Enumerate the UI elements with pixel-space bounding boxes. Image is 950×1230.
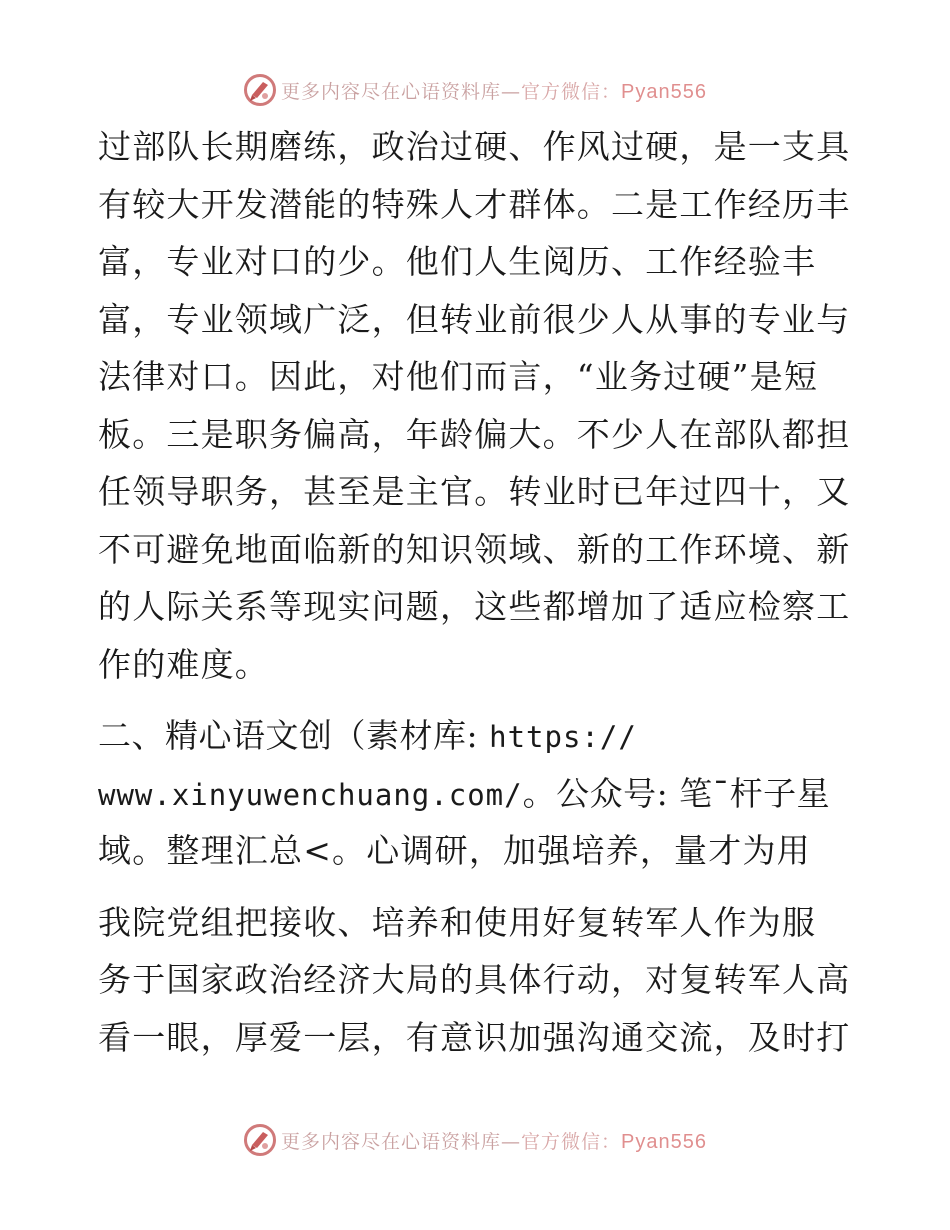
paragraph-spacer xyxy=(98,880,858,894)
text-line: 作的难度。 xyxy=(98,644,269,684)
watermark-main: 更多内容尽在心语资料库 xyxy=(281,1130,502,1153)
text-line: 富，专业对口的少。他们人生阅历、工作经验丰 xyxy=(98,242,817,281)
document-body xyxy=(98,118,858,1066)
watermark-wechat-label: 官方微信： xyxy=(521,1130,622,1153)
url-fragment: https:// xyxy=(489,720,637,754)
heading-line: 域。整理汇总<。心调研，加强培养，量才为用 xyxy=(98,831,811,870)
watermark-wechat-label: 官方微信： xyxy=(521,80,622,103)
paragraph-3 xyxy=(98,894,858,1067)
heading-text: 二、精心语文创（素材库: xyxy=(98,716,490,755)
watermark-text xyxy=(281,77,707,104)
watermark-separator: — xyxy=(501,80,522,103)
text-line: 富，专业领域广泛，但转业前很少人从事的专业与 xyxy=(98,299,851,339)
text-line: 的人际关系等现实问题，这些都增加了适应检察工 xyxy=(98,587,851,626)
paragraph-1 xyxy=(98,118,858,693)
text-line: 任领导职务，甚至是主官。转业时已年过四十，又 xyxy=(98,472,851,511)
text-line: 法律对口。因此，对他们而言，“业务过硬”是短 xyxy=(98,357,819,396)
section-heading-2 xyxy=(98,707,858,880)
text-line: 不可避免地面临新的知识领域、新的工作环境、新 xyxy=(98,529,851,569)
watermark-main: 更多内容尽在心语资料库 xyxy=(281,80,502,103)
heading-text: 。公众号: 笔¯杆子星 xyxy=(522,773,831,813)
text-line: 看一眼，厚爱一层，有意识加强沟通交流，及时打 xyxy=(98,1017,851,1057)
pen-logo-icon xyxy=(243,1123,277,1157)
text-line: 有较大开发潜能的特殊人才群体。二是工作经历丰 xyxy=(98,184,851,224)
watermark-footer xyxy=(0,1120,950,1160)
watermark-wechat-id: Pyan556 xyxy=(621,80,707,103)
heading-line xyxy=(98,765,858,823)
watermark-separator: — xyxy=(501,1130,522,1153)
watermark-wechat-id: Pyan556 xyxy=(621,1130,707,1153)
text-line: 板。三是职务偏高，年龄偏大。不少人在部队都担 xyxy=(98,414,851,454)
watermark-text xyxy=(281,1127,707,1154)
heading-line xyxy=(98,707,858,765)
watermark-header xyxy=(0,70,950,110)
text-line: 过部队长期磨练，政治过硬、作风过硬，是一支具 xyxy=(98,127,851,166)
url-fragment: www.xinyuwenchuang.com/ xyxy=(98,777,523,812)
text-line: 我院党组把接收、培养和使用好复转军人作为服 xyxy=(98,902,817,942)
paragraph-spacer xyxy=(98,693,858,707)
text-line: 务于国家政治经济大局的具体行动，对复转军人高 xyxy=(98,960,851,999)
pen-logo-icon xyxy=(243,73,277,107)
